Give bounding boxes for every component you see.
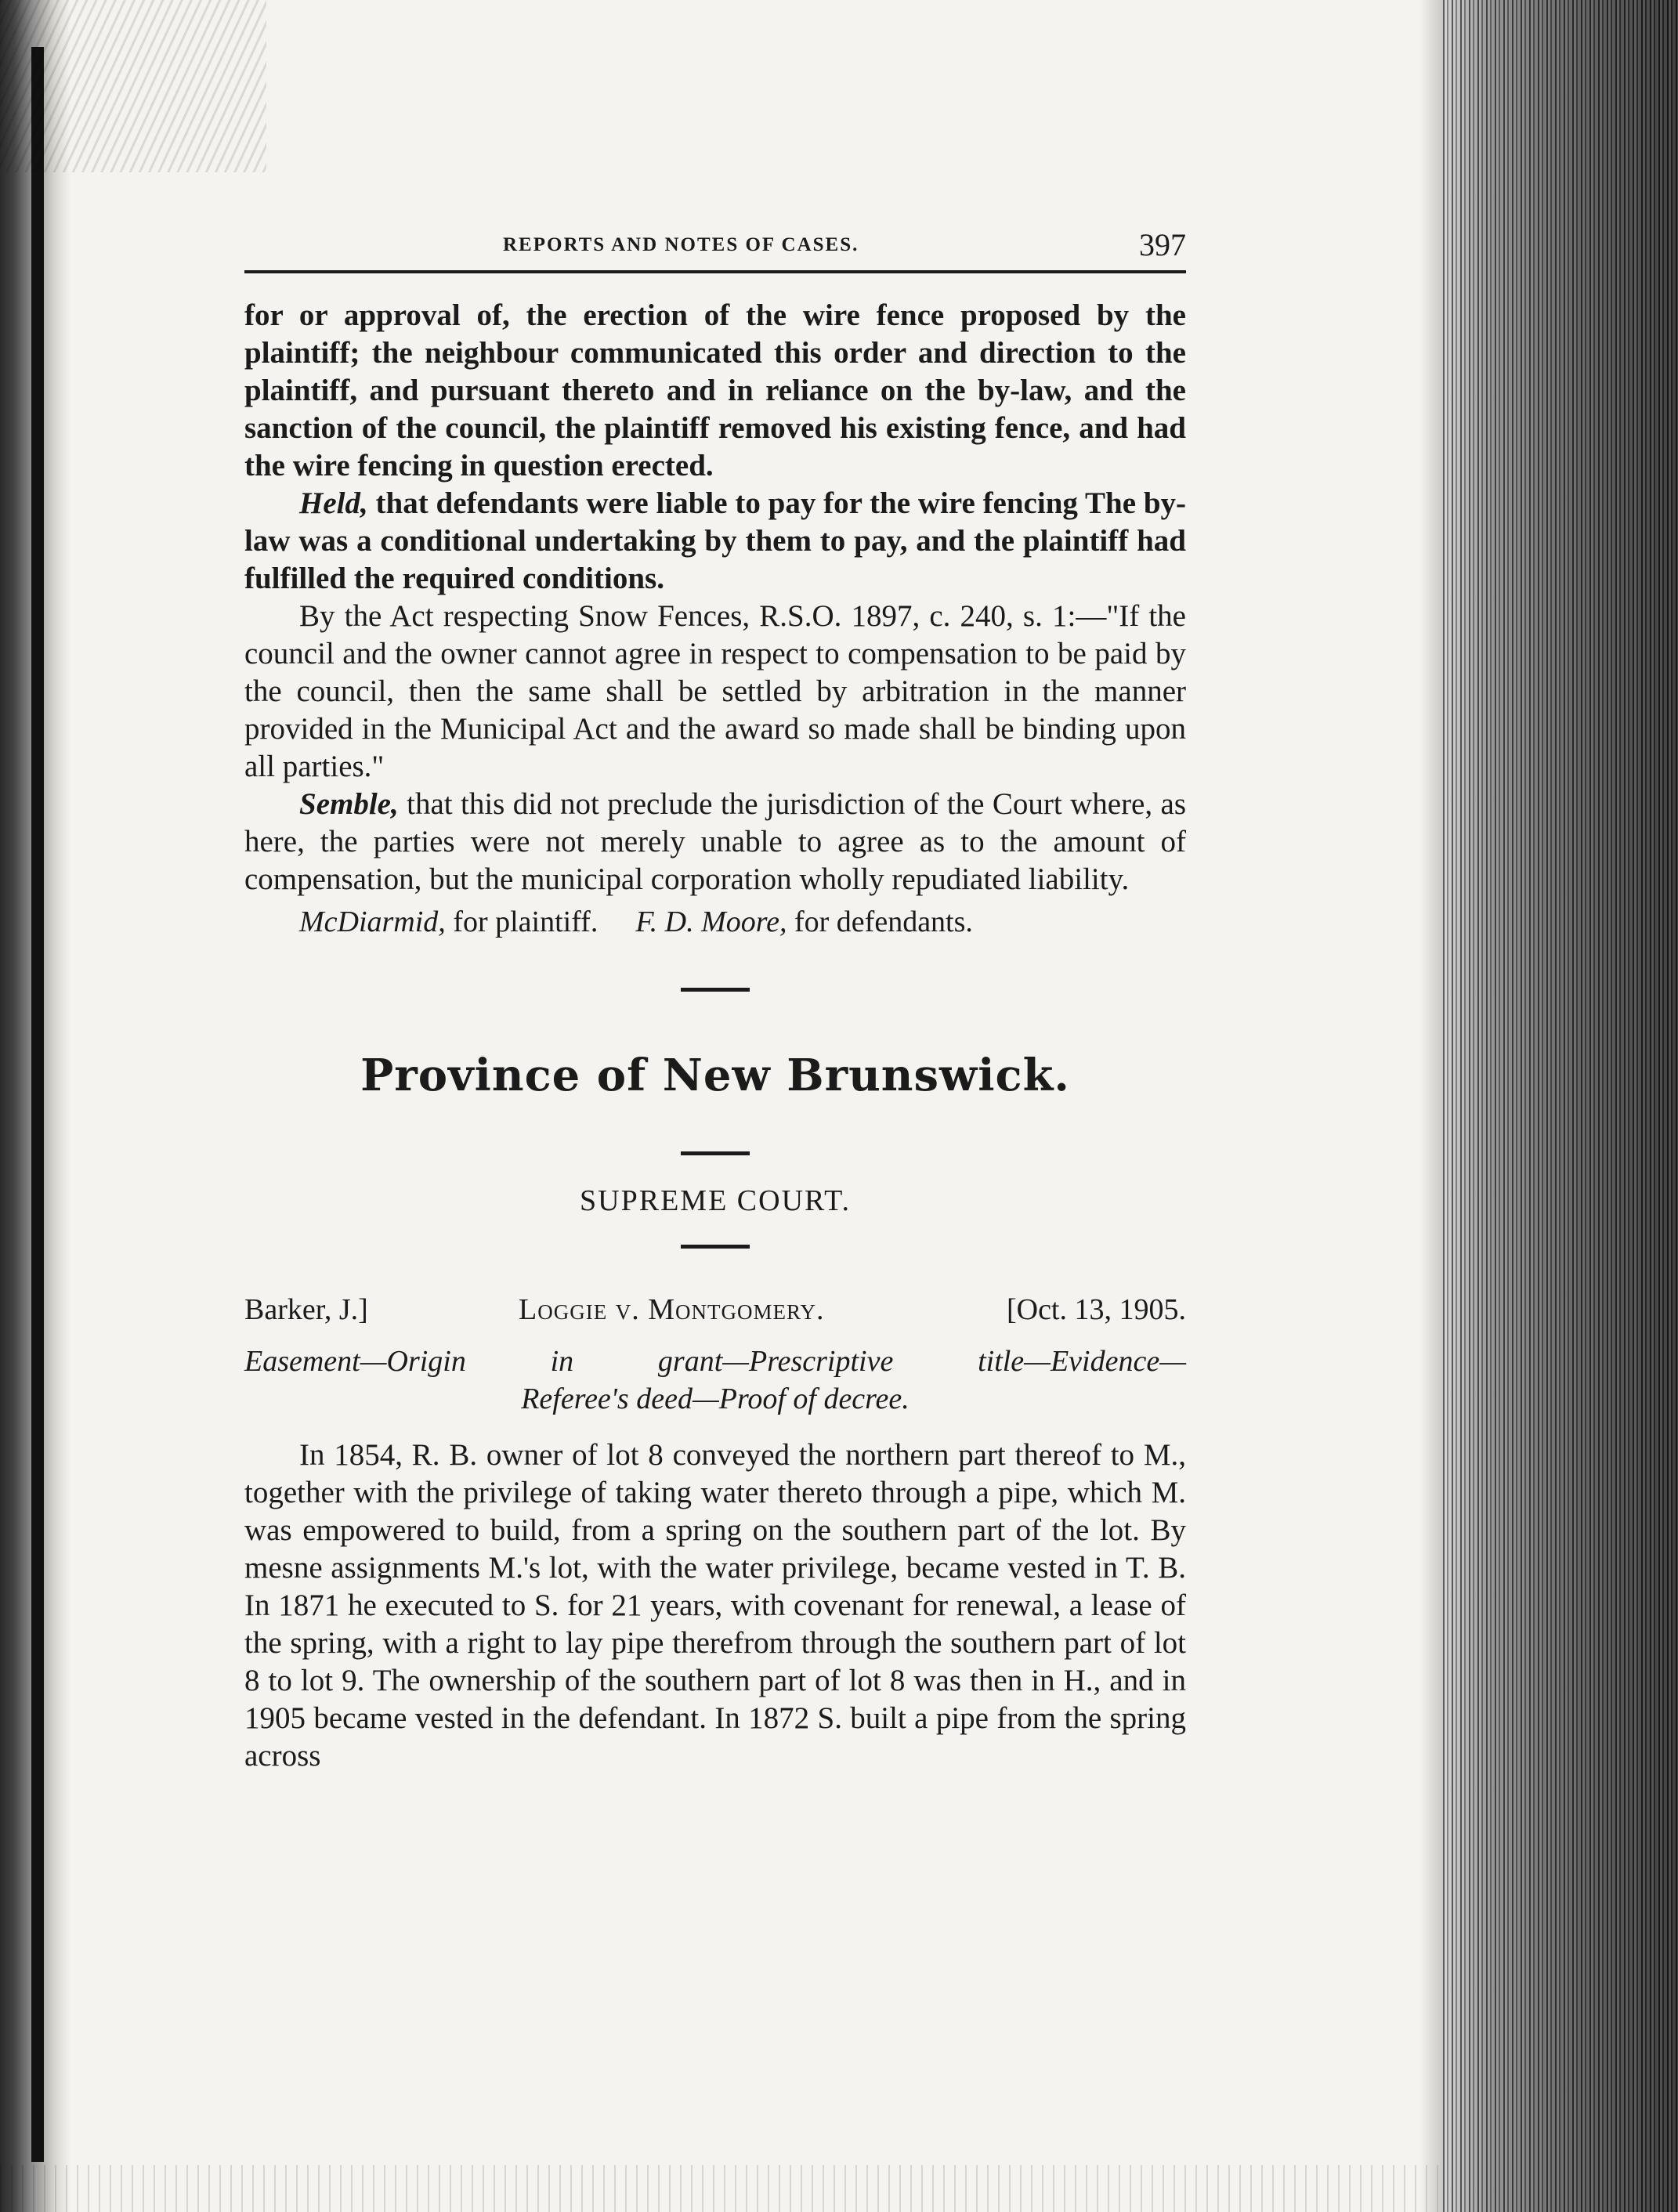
section-divider: [681, 1245, 750, 1249]
section-divider: [681, 988, 750, 992]
page-number: 397: [1139, 227, 1186, 262]
case-date: [Oct. 13, 1905.: [1006, 1293, 1186, 1326]
book-page-edges: [1443, 0, 1678, 2212]
plaintiff-counsel: McDiarmid,: [299, 905, 446, 938]
defendant-counsel: F. D. Moore,: [635, 905, 787, 938]
case-caption: [244, 1292, 1186, 1332]
case-name: Loggie v. Montgomery.: [519, 1293, 825, 1326]
semble-label: Semble,: [299, 787, 399, 821]
catchwords: [244, 1343, 1186, 1418]
catchwords-line: Referee's deed—Proof of decree.: [521, 1382, 910, 1415]
headnote-paragraph: In 1854, R. B. owner of lot 8 conveyed the northern part thereof to M., together with the privilege of taking water thereto through a pipe, which M. was empowered to build, from a spring on the southern part of the lot. By mesne assignments M.'s lot, with the water privilege, became vested in T. B. In 1871 he executed to S. for 21 years, with covenant for renewal, a lease of the spring, with a right to lay pipe therefrom through the southern part of lot 8 to lot 9. The ownership of the southern part of lot 8 was then in H., and in 1905 became vested in the defendant. In 1872 S. built a pipe from the spring across: [244, 1438, 1186, 1773]
case-judge: Barker, J.]: [244, 1293, 368, 1326]
paragraph-semble: [244, 786, 1186, 898]
binding-shadow: [31, 47, 44, 2162]
province-heading: Province of New Brunswick.: [360, 1050, 1070, 1101]
running-title: REPORTS AND NOTES OF CASES.: [503, 234, 859, 255]
page-curl-shadow: [1419, 0, 1443, 2212]
running-header: [244, 227, 1186, 273]
held-text: that defendants were liable to pay for the wire fencing The by-law was a conditional undertaking by them to pay, and the plaintiff had fulfilled the required conditions.: [244, 486, 1186, 595]
paragraph-statute: By the Act respecting Snow Fences, R.S.O. 1897, c. 240, s. 1:—"If the council and the owner cannot agree in respect to compensation to be paid by the council, then the same shall be settled by arbitration in the manner provided in the Municipal Act and the award so made shall be binding upon all parties.": [244, 599, 1186, 783]
scan-noise: [0, 0, 266, 172]
semble-text: that this did not preclude the jurisdiction of the Court where, as here, the parties were not merely unable to agree as to the amount of compensation, but the municipal corporation wholly repudiated liability.: [244, 787, 1186, 896]
section-divider: [681, 1151, 750, 1155]
paragraph-held: [244, 485, 1186, 598]
defendant-role: for defendants.: [794, 905, 973, 938]
counsel-line: [244, 903, 1186, 941]
catchwords-line: Easement—Origin in grant—Prescriptive title—Evidence—: [244, 1345, 1186, 1378]
page-text-block: [244, 227, 1186, 1775]
held-label: Held,: [299, 486, 368, 520]
plaintiff-role: for plaintiff.: [453, 905, 599, 938]
scan-noise-bottom: [0, 2165, 1488, 2212]
court-heading: SUPREME COURT.: [580, 1184, 851, 1217]
paragraph-continuation: for or approval of, the erection of the wire fence proposed by the plaintiff; the neighbour communicated this order and direction to the plaintiff, and pursuant thereto and in reliance on the by-law, and the sanction of the council, the plaintiff removed his existing fence, and had the wire fencing in question erected.: [244, 298, 1186, 483]
